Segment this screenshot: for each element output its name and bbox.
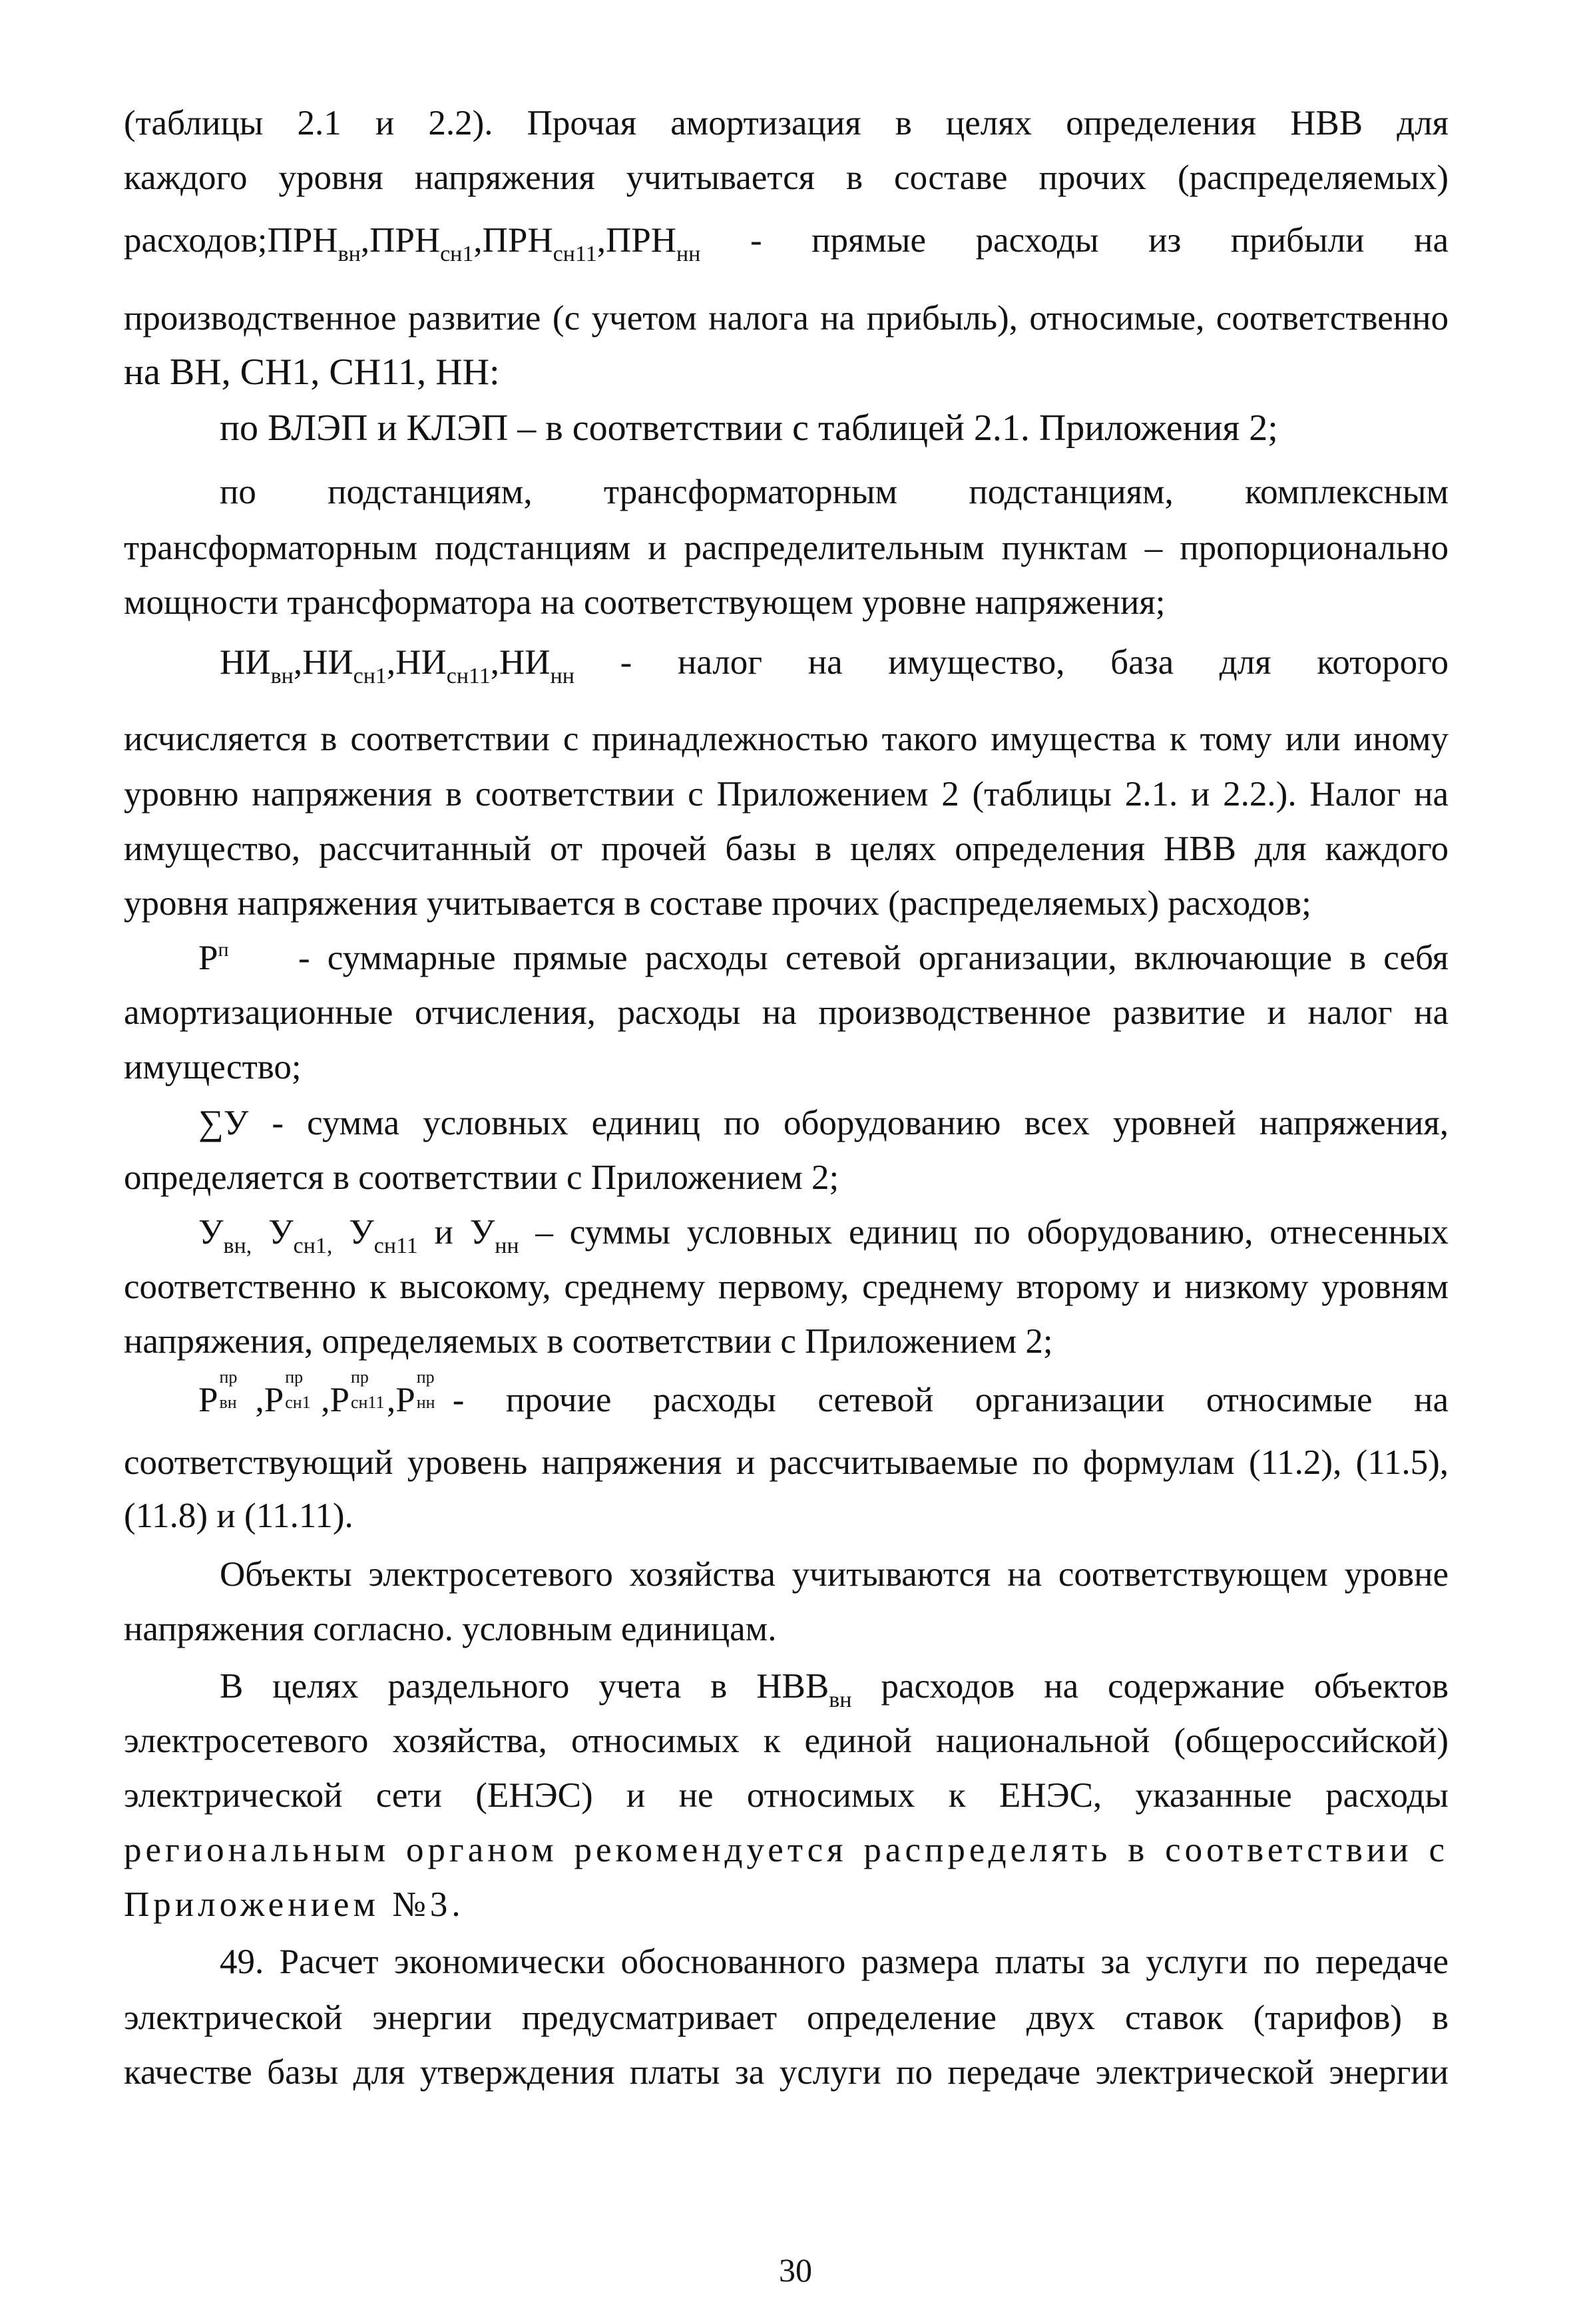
text-line: уровню напряжения в соответствии с Приложением 2 (таблицы 2.1. и 2.2.). Налог на bbox=[124, 775, 1449, 813]
text-line-formula-pp: $Р^п$ - суммарные прямые расходы сетевой организации, включающие в себя bbox=[198, 939, 1449, 977]
text-line: имущество, рассчитанный от прочей базы в целях определения НВВ для каждого bbox=[124, 829, 1449, 868]
text-line: по подстанциям, трансформаторным подстанциям, комплексным bbox=[220, 473, 1449, 511]
text-line: трансформаторным подстанциям и распределительным пунктам – пропорционально bbox=[124, 529, 1449, 567]
text-line-formula-sum: ∑У - сумма условных единиц по оборудованию всех уровней напряжения, bbox=[198, 1104, 1449, 1142]
text-line: каждого уровня напряжения учитывается в составе прочих (распределяемых) bbox=[124, 158, 1449, 197]
text-line: уровня напряжения учитывается в составе прочих (распределяемых) расходов; bbox=[124, 884, 1311, 923]
text-line: качестве базы для утверждения платы за услуги по передаче электрической энергии bbox=[124, 2053, 1449, 2092]
text-line: определяется в соответствии с Приложением 2; bbox=[124, 1158, 839, 1197]
text-line: Объекты электросетевого хозяйства учитываются на соответствующем уровне bbox=[220, 1555, 1449, 1594]
text-line: амортизационные отчисления, расходы на производственное развитие и налог на bbox=[124, 993, 1449, 1032]
text-line-formula-u: $У_{вн,}$ $У_{сн1,}$ $У_{сн11}$ и $У_{нн}$ – суммы условных единиц по оборудованию, отнесенных bbox=[198, 1213, 1449, 1258]
text-line: соответственно к высокому, среднему первому, среднему второму и низкому уровням bbox=[124, 1268, 1449, 1306]
text-line: электрической энергии предусматривает определение двух ставок (тарифов) в bbox=[124, 1998, 1449, 2037]
text-line: по ВЛЭП и КЛЭП – в соответствии с таблицей 2.1. Приложения 2; bbox=[220, 407, 1278, 449]
text-line-formula-prn: $расходов;ПРН_{вн},ПРН_{сн1},ПРН_{сн11},ПРН_{нн}$ - прямые расходы из прибыли на bbox=[124, 221, 1449, 266]
text-line: 49. Расчет экономически обоснованного размера платы за услуги по передаче bbox=[220, 1943, 1449, 1981]
text-line: исчисляется в соответствии с принадлежностью такого имущества к тому или иному bbox=[124, 720, 1449, 758]
text-line: электросетевого хозяйства, относимых к единой национальной (общероссийской) bbox=[124, 1722, 1449, 1760]
page-number: 30 bbox=[779, 2251, 812, 2289]
text-line: Приложением №3. bbox=[124, 1885, 465, 1924]
text-line: электрической сети (ЕНЭС) и не относимых к ЕНЭС, указанные расходы bbox=[124, 1776, 1449, 1815]
text-line: напряжения согласно. условным единицам. bbox=[124, 1610, 777, 1648]
text-line: производственное развитие (с учетом налога на прибыль), относимые, соответственно bbox=[124, 299, 1449, 338]
text-line: на ВН, СН1, СН11, НН: bbox=[124, 351, 500, 393]
text-line-nvv: В целях раздельного учета в $НВВ_{вн}$ расходов на содержание объектов bbox=[220, 1667, 1449, 1712]
text-line: (таблицы 2.1 и 2.2). Прочая амортизация в целях определения НВВ для bbox=[124, 104, 1449, 142]
text-line: (11.8) и (11.11). bbox=[124, 1497, 353, 1535]
text-line: мощности трансформатора на соответствующем уровне напряжения; bbox=[124, 583, 1166, 622]
text-line-formula-ppr: Р пр вн ,Р пр сн1 ,Р пр сн11 ,Р пр нн - прочие расходы сетевой организации относимые на bbox=[198, 1367, 1449, 1419]
text-line: напряжения, определяемых в соответствии с Приложением 2; bbox=[124, 1322, 1053, 1361]
text-line-formula-ni: $НИ_{вн},НИ_{сн1},НИ_{сн11},НИ_{нн}$ - налог на имущество, база для которого bbox=[220, 643, 1449, 688]
text-line: имущество; bbox=[124, 1048, 302, 1086]
text-line: региональным органом рекомендуется распределять в соответствии с bbox=[124, 1831, 1449, 1869]
text-line: соответствующий уровень напряжения и рассчитываемые по формулам (11.2), (11.5), bbox=[124, 1443, 1449, 1482]
